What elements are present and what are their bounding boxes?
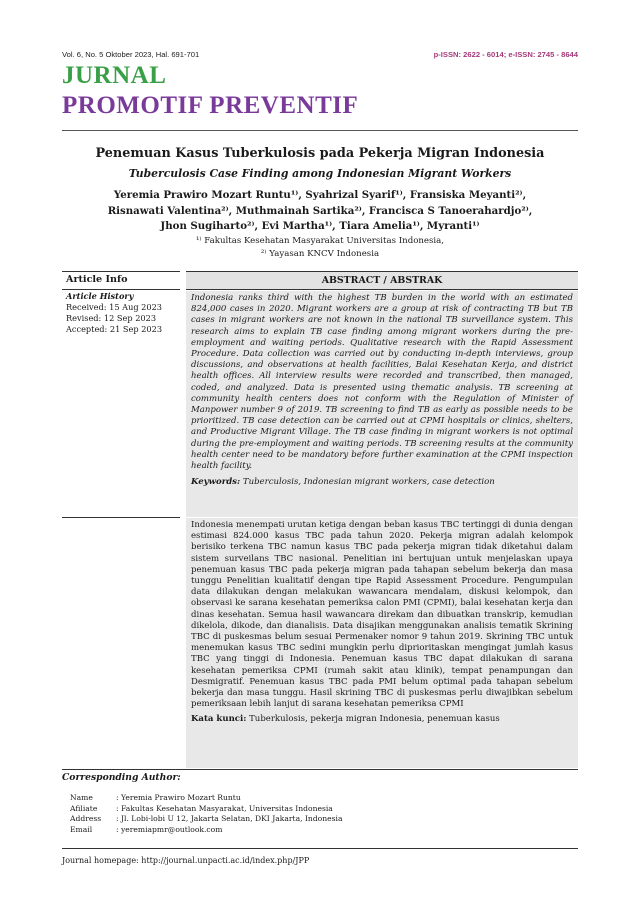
volume-info: Vol. 6, No. 5 Oktober 2023, Hal. 691-701	[62, 50, 200, 59]
received-date: Received: 15 Aug 2023	[66, 302, 163, 312]
article-history-label: Article History	[66, 291, 134, 301]
article-subtitle: Tuberculosis Case Finding among Indonesian Migrant Workers	[128, 167, 512, 180]
keywords	[191, 477, 573, 487]
affiliations	[62, 235, 578, 261]
accepted-date: Accepted: 21 Sep 2023	[66, 324, 163, 334]
article-info-heading: Article Info	[62, 271, 180, 290]
abstract-indonesian-box	[186, 518, 578, 768]
corresponding-author-details	[70, 793, 343, 835]
issn-info: p-ISSN: 2622 - 6014; e-ISSN: 2745 - 8644	[433, 50, 578, 59]
article-info	[62, 291, 180, 335]
corr-row-email	[70, 825, 343, 836]
corresponding-author-heading: Corresponding Author:	[62, 772, 181, 783]
author-line-1: Yeremia Prawiro Mozart Runtu¹⁾, Syahrizal Syarif¹⁾, Fransiska Meyanti²⁾,	[113, 189, 527, 201]
keywords-label: Keywords:	[191, 477, 241, 488]
abstract-heading: ABSTRACT / ABSTRAK	[186, 271, 578, 290]
corr-key: Afiliate	[70, 803, 98, 813]
corr-value: : Jl. Lobi-lobi U 12, Jakarta Selatan, DKI Jakarta, Indonesia	[116, 814, 343, 824]
abstract-indonesian: Indonesia menempati urutan ketiga dengan beban kasus TBC tertinggi di dunia dengan estimasi 824.000 kasus TBC pada tahun 2020. Pekerja migran adalah kelompok berisiko terkena TBC namun kasus TBC pada pekerja migran tidak diketahui dalam sistem surveilans TBC nasional. Penelitian ini bertujuan untuk menjelaskan upaya penemuan kasus TBC pada pekerja migran pada tahapan sebelum bekerja dan masa tunggu Penelitian kualitatif dengan tipe Rapid Assessment Procedure. Pengumpulan data dilakukan dengan melakukan wawancara mendalam, diskusi kelompok, dan observasi ke sarana kesehatan pemeriksa calon PMI (CPMI), balai kesehatan kerja dan dinas kesehatan. Semua hasil wawancara direkam dan dibuatkan transkrip, kemudian dikelola, dikode, dan dianalisis. Data disajikan menggunakan analisis tematik Skrining TBC di puskesmas belum sesuai Permenaker nomor 9 tahun 2019. Skrining TBC untuk menemukan kasus TBC sedini mungkin perlu diprioritaskan mengingat jumlah kasus TBC yang tinggi di Indonesia. Penemuan kasus TBC dapat dilakukan di sarana kesehatan pemeriksa CPMI (rumah sakit atau klinik), tempat penampungan dan Desmigratif. Penemuan kasus TBC pada PMI belum optimal pada tahapan sebelum bekerja dan masa tunggu. Hasil skrining TBC di puskesmas perlu diwajibkan sebelum pemeriksaan lebih lanjut di sarana kesehatan pemeriksa CPMI	[191, 520, 573, 710]
affiliation-1: ¹⁾ Fakultas Kesehatan Masyarakat Universitas Indonesia,	[195, 236, 445, 246]
author-list	[62, 188, 578, 235]
corr-value: : yeremiapmr@outlook.com	[116, 824, 223, 834]
keywords-value: Tuberculosis, Indonesian migrant workers, case detection	[242, 477, 495, 488]
corr-row-address	[70, 814, 343, 825]
author-line-3: Jhon Sugiharto²⁾, Evi Martha¹⁾, Tiara Amelia¹⁾, Myranti¹⁾	[160, 220, 480, 232]
journal-name-line1: JURNAL	[62, 62, 167, 89]
abstract-english: Indonesia ranks third with the highest TB burden in the world with an estimated 824,000 cases in 2020. Migrant workers are a group at risk of contracting TB but TB cases in migrant workers are not known in the national TB surveillance system. This research aims to explain TB case finding among migrant workers during the pre-employment and waiting periods. Qualitative research with the Rapid Assessment Procedure. Data collection was carried out by conducting in-depth interviews, group discussions, and observations at health facilities, Balai Kesehatan Kerja, and district health offices. All interview results were recorded and transcribed, then managed, coded, and analyzed. Data is presented using thematic analysis. TB screening at community health centers does not conform with the Regulation of Minister of Manpower number 9 of 2019. TB screening to find TB as early as possible needs to be prioritized. TB case detection can be carried out at CPMI hospitals or clinics, shelters, and Productive Migrant Village. The TB case finding in migrant workers is not optimal during the pre-employment and waiting periods. TB screening results at the community health center need to be mandatory before further examination at the CPMI inspection health facility.	[191, 293, 573, 472]
corr-row-name	[70, 793, 343, 804]
footer-divider	[62, 848, 578, 849]
info-divider	[62, 517, 180, 518]
corr-key: Email	[70, 824, 93, 834]
affiliation-2: ²⁾ Yayasan KNCV Indonesia	[260, 249, 380, 259]
abstract-english-box	[186, 291, 578, 517]
kata-kunci	[191, 714, 573, 724]
corr-key: Address	[70, 814, 102, 824]
corr-value: : Yeremia Prawiro Mozart Runtu	[116, 793, 241, 802]
journal-name-line2: PROMOTIF PREVENTIF	[62, 92, 359, 119]
author-line-2: Risnawati Valentina²⁾, Muthmainah Sartika²⁾, Francisca S Tanoerahardjo²⁾,	[107, 204, 533, 217]
corr-key: Name	[70, 793, 93, 802]
kata-kunci-value: Tuberkulosis, pekerja migran Indonesia, penemuan kasus	[249, 714, 500, 725]
header-divider	[62, 130, 578, 131]
abstract-bottom-divider	[62, 769, 578, 770]
kata-kunci-label: Kata kunci:	[191, 714, 247, 725]
article-title: Penemuan Kasus Tuberkulosis pada Pekerja Migran Indonesia	[95, 146, 545, 161]
revised-date: Revised: 12 Sep 2023	[66, 313, 157, 323]
journal-homepage: Journal homepage: http://journal.unpacti.ac.id/index.php/JPP	[62, 856, 310, 865]
corr-row-affiliate	[70, 804, 343, 815]
corr-value: : Fakultas Kesehatan Masyarakat, Universitas Indonesia	[116, 803, 333, 813]
